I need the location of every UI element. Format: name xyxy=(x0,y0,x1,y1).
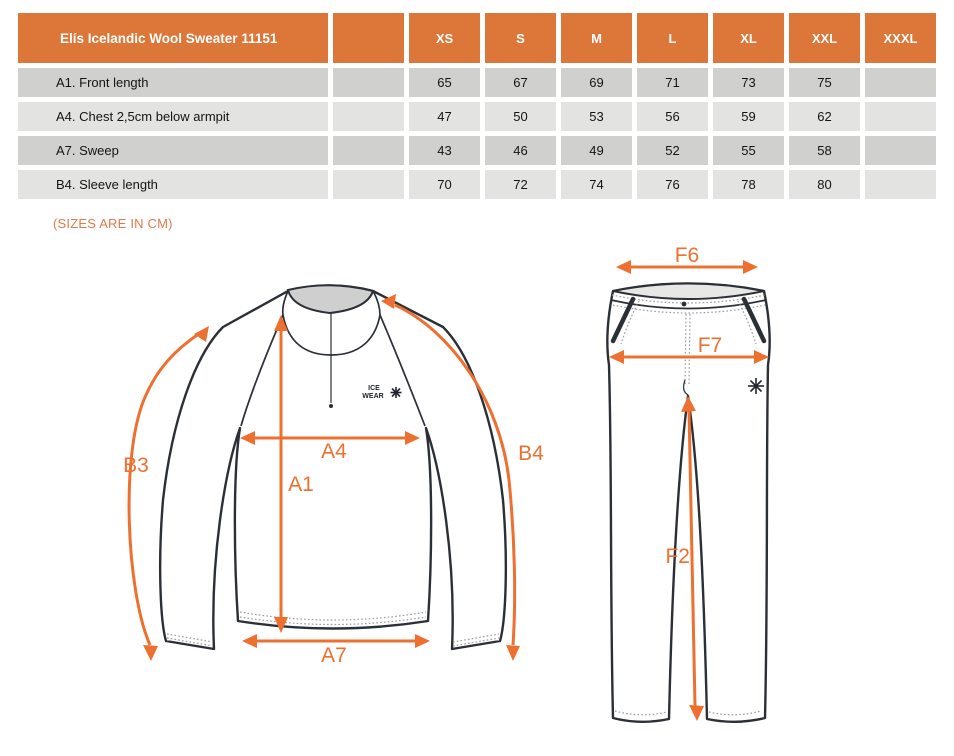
size-column-header-xl: XL xyxy=(713,13,784,63)
table-title: Elís Icelandic Wool Sweater 11151 xyxy=(18,13,328,63)
logo-text-wear: WEAR xyxy=(362,393,384,400)
size-column-header-l: L xyxy=(637,13,708,63)
size-value-cell: 59 xyxy=(713,102,784,131)
pants-drawing xyxy=(607,244,769,722)
measurement-label-a1: A1 xyxy=(288,473,314,496)
size-column-header-m: M xyxy=(561,13,632,63)
row-label: A4. Chest 2,5cm below armpit xyxy=(18,102,328,131)
size-value-cell: 46 xyxy=(485,136,556,165)
size-value-cell: 47 xyxy=(409,102,480,131)
size-value-cell: 76 xyxy=(637,170,708,199)
measurement-label-b4: B4 xyxy=(518,442,544,465)
size-value-cell: 72 xyxy=(485,170,556,199)
measurement-label-f6: F6 xyxy=(674,244,700,267)
measurement-label-a7: A7 xyxy=(321,644,347,667)
size-value-cell: 69 xyxy=(561,68,632,97)
size-value-cell: 67 xyxy=(485,68,556,97)
size-value-cell: 55 xyxy=(713,136,784,165)
size-value-cell: 65 xyxy=(409,68,480,97)
snowflake-icon xyxy=(391,387,402,398)
size-column-header-xs: XS xyxy=(409,13,480,63)
size-value-cell: 53 xyxy=(561,102,632,131)
measurement-label-a4: A4 xyxy=(321,440,347,463)
sizes-unit-note: (SIZES ARE IN CM) xyxy=(53,216,173,231)
row-label: A1. Front length xyxy=(18,68,328,97)
row-label: A7. Sweep xyxy=(18,136,328,165)
logo-text-ice: ICE xyxy=(368,385,380,392)
size-value-cell: 50 xyxy=(485,102,556,131)
measurement-label-b3: B3 xyxy=(123,454,149,477)
size-value-cell: 58 xyxy=(789,136,860,165)
measurement-label-f2: F2 xyxy=(665,545,690,568)
size-value-cell: 49 xyxy=(561,136,632,165)
size-value-cell: 52 xyxy=(637,136,708,165)
size-value-cell: 56 xyxy=(637,102,708,131)
size-value-cell: 75 xyxy=(789,68,860,97)
size-value-cell: 80 xyxy=(789,170,860,199)
size-column-header-s: S xyxy=(485,13,556,63)
size-column-header-xxl: XXL xyxy=(789,13,860,63)
size-value-cell: 43 xyxy=(409,136,480,165)
row-label: B4. Sleeve length xyxy=(18,170,328,199)
size-value-cell: 73 xyxy=(713,68,784,97)
sweater-drawing xyxy=(123,285,544,667)
size-value-cell: 62 xyxy=(789,102,860,131)
measurement-label-f7: F7 xyxy=(697,334,723,357)
size-value-cell: 70 xyxy=(409,170,480,199)
size-value-cell: 78 xyxy=(713,170,784,199)
size-value-cell: 71 xyxy=(637,68,708,97)
size-value-cell: 74 xyxy=(561,170,632,199)
size-column-header-xxxl: XXXL xyxy=(865,13,936,63)
